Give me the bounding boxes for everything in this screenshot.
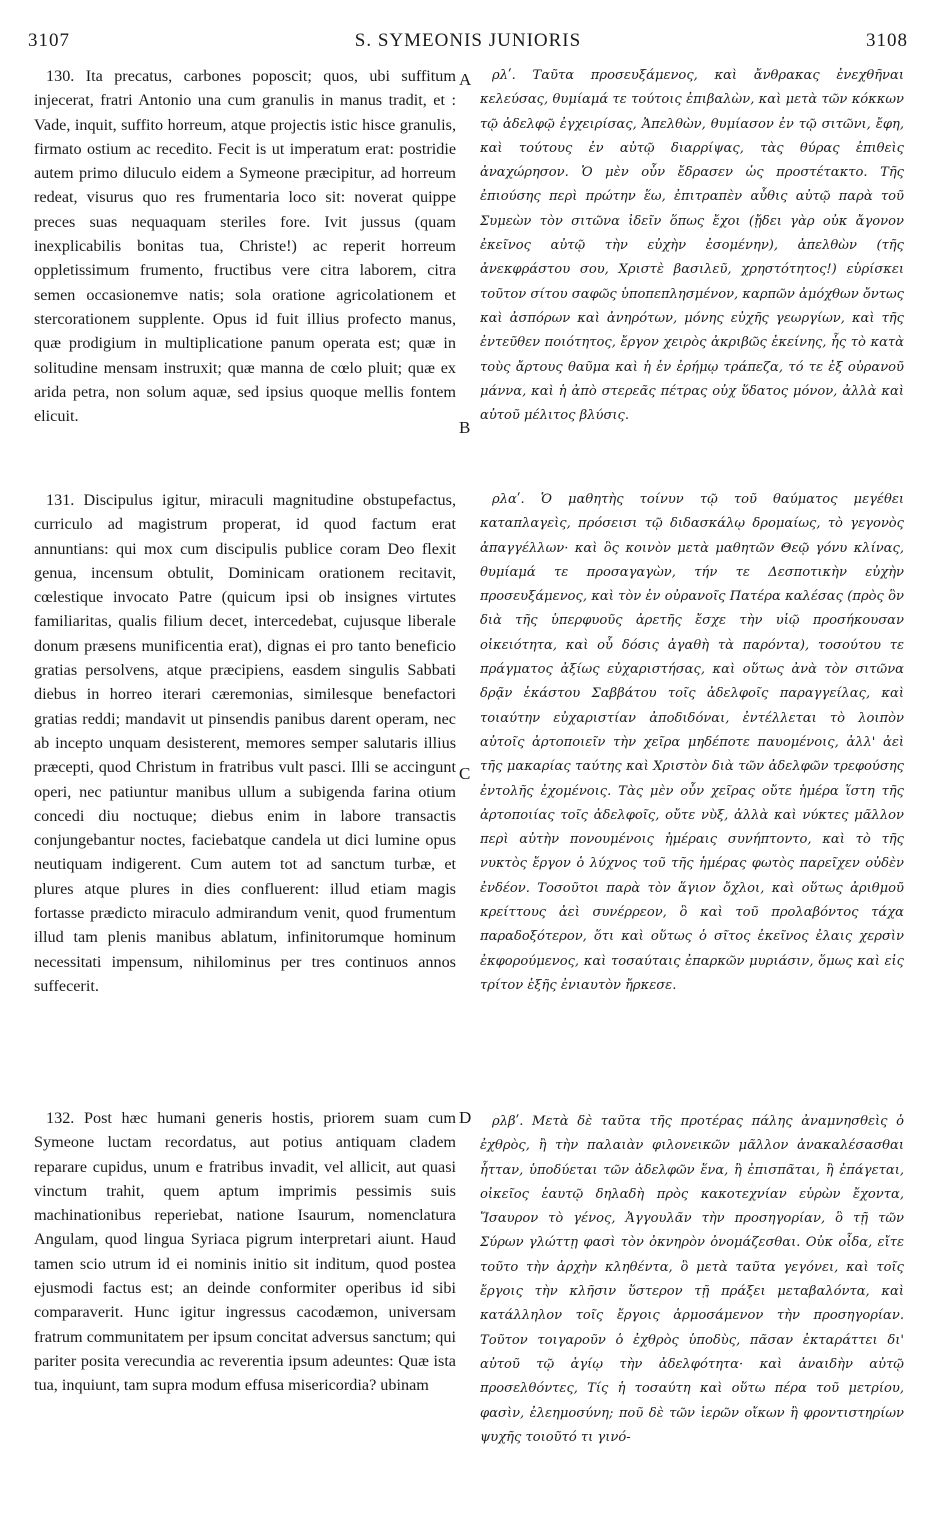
greek-text-132: ρλβʹ. Μετὰ δὲ ταῦτα τῆς προτέρας πάλης ἀναμνησθεὶς ὁ ἐχθρὸς, ἢ τὴν παλαιὰν φιλονεικῶν μᾶλλον ἀνακαλέσασθαι ἧτταν, ὑποδύεται τῶν ἀδελφῶν ἕνα, ἢ ἐπισπᾶται, ἢ ἐπάγεται, οἰκεῖος ἑαυτῷ δηλαδὴ πρὸς κακοτεχνίαν εὑρὼν ἔχοντα, Ἴσαυρον τὸ γένος, Ἀγγουλᾶν τὴν προσηγορίαν, ὃ τῇ τῶν Σύρων γλώττῃ φασὶ τὸν ὀκνηρὸν ὀνομάζεσθαι. Οὐκ οἶδα, εἴτε τοῦτο τὴν ἀρχὴν κληθέντα, ὃ μετὰ ταῦτα γεγόνει, καὶ τοῖς ἔργοις τὴν κλῆσιν ὕστερον τῇ πράξει μεταβαλόντα, καὶ κατάλληλον τοῖς ἔργοις ἁρμοσάμενον τὴν προσηγορίαν. Τοῦτον τοιγαροῦν ὁ ἐχθρὸς ὑποδὺς, πᾶσαν ἐκταράττει δι' αὐτοῦ τῷ ἁγίῳ τὴν ἀδελφότητα· καὶ ἀναιδὴν αὐτῷ προσελθόντες, Τίς ἡ τοσαύτη καὶ οὕτω πέρα τοῦ μετρίου, φασὶν, ἐλεημοσύνη; ποῦ δὲ τῶν ἱερῶν οἴκων ἢ φροντιστηρίων ψυχῆς τοιοῦτό τι γινό- bbox=[480, 1114, 904, 1445]
margin-marker-b: B bbox=[459, 418, 471, 437]
latin-paragraph-130 bbox=[34, 64, 456, 428]
latin-text-130: 130. Ita precatus, carbones poposcit; quos, ubi suffitum injecerat, fratri Antonio una cum granulis in manus tradit, et : Vade, inquit, suffito horreum, atque projectis istic hisce granulis, firmato ostium ac recedito. Fecit is ut imperatum erat: postridie autem primo diluculo eidem a Symeone præcipitur, ad horreum redeat, visurus quo res frumentaria loco sit: noverat quippe preces suas nequaquam steriles fore. Ivit jussus (quam inexplicabilis bonitas tua, Christe!) ac reperit horreum oppletissimum frumento, fructibus vere citra laborem, citra semen occasionemve natis; sola oratione agricolationem et stercorationem supplente. Opus id fuit illius profecto manus, quæ prodigium in multiplicatione panum operata est; quæ in solitudine mensam instruxit; quæ manna de cœlo pluit; quæ ex arida petra, non solum aquæ, sed ipsius quoque mellis fontem elicuit. bbox=[34, 67, 456, 426]
greek-paragraph-130 bbox=[480, 64, 904, 428]
margin-marker-d: D bbox=[459, 1108, 472, 1127]
latin-text-132: 132. Post hæc humani generis hostis, priorem suam cum Symeone luctam recordatus, aut potius antiquam cladem reparare cupidus, unum e fratribus invadit, vel allicit, aut quasi vinctum trahit, quem aptum imprimis pessimis suis machinationibus reperiebat, natione Isaurum, nomenclatura Angulam, quod lingua Syriaca pigrum interpretari aiunt. Haud tamen scio utrum id ei nominis initio sit inditum, quod postea ejusmodi factus est; an deinde conformiter operibus id sibi comparaverit. Hunc igitur ingressus cacodæmon, universam fratrum communitatem per ipsum concitat adversus sanctum; qui pariter posita verecundia ac reverentia ipsum adeuntes: Quæ ista tua, inquiunt, tam supra modum effusa misericordia? ubinam bbox=[34, 1109, 456, 1395]
right-page-number: 3108 bbox=[866, 30, 908, 51]
latin-paragraph-131 bbox=[34, 488, 456, 998]
running-title: S. SYMEONIS JUNIORIS bbox=[354, 30, 582, 51]
margin-marker-c: C bbox=[459, 764, 471, 783]
greek-text-130: ρλʹ. Ταῦτα προσευξάμενος, καὶ ἄνθρακας ἐνεχθῆναι κελεύσας, θυμίαμά τε τούτοις ἐπιβαλὼν, καὶ μετὰ τῶν κόκκων τῷ ἀδελφῷ ἐγχειρίσας, Ἀπελθὼν, θυμίασον ἐν τῷ σιτῶνι, ἔφη, καὶ τούτους ἐν αὐτῷ διαρρίψας, τὰς θύρας ἐπιθεὶς ἀναχώρησον. Ὁ μὲν οὖν ἔδρασεν ὡς προστέτακτο. Τῆς ἐπιούσης περὶ πρώτην ἕω, ἐπιτραπὲν αὖθις αὐτῷ παρὰ τοῦ Συμεὼν τὸν σιτῶνα ἰδεῖν ὅπως ἔχοι (ᾔδει γὰρ οὐκ ἄγονον ἐκεῖνος αὐτῷ τὴν εὐχὴν ἐσομένην), ἀπελθὼν (τῆς ἀνεκφράστου σου, Χριστὲ βασιλεῦ, χρηστότητος!) εὑρίσκει τοῦτον σίτου σαφῶς ὑποπεπλησμένον, καρπῶν ἀμόχθων ὄντως καὶ ἀσπόρων καὶ ἀνηρότων, μόνης εὐχῆς γεωργίων, καὶ τῆς ἐντεῦθεν ποιότητος, ἔργον χειρὸς ἀκριβῶς ἐκείνης, ἧς τὸ κατὰ τοὺς ἄρτους θαῦμα καὶ ἡ ἐν ἐρήμῳ τράπεζα, τό τε ἐξ οὐρανοῦ μάννα, καὶ ἡ ἀπὸ στερεᾶς πέτρας οὐχ ὕδατος μόνον, ἀλλὰ καὶ αὐτοῦ μέλιτος βλύσις. bbox=[480, 68, 904, 424]
latin-text-131: 131. Discipulus igitur, miraculi magnitudine obstupefactus, curriculo ad magistrum properat, id quod factum erat annuntians: qui mox cum discipulis publice coram Deo flexit genua, incensum obtulit, Dominicam orationem recitavit, cœlestique invocato Patre (quicum ipsi ob insignes virtutes familiaritas, qualis filium decet, intercedebat, cujusque liberale donum præsens munificentia erat), dignas ei pro tanto beneficio gratias persolvens, atque præcipiens, easdem singulis Sabbati diebus in horreo iterari cæremonias, similesque benefactori gratias reddi; mandavit ut pinsendis panibus darent operam, nec ab incepto unquam desisterent, memores semper salutaris illius præcepti, quod Christum in fratribus vult pasci. Illi se accingunt operi, nec patiuntur manibus ullum a subigenda farina otium concedi diu noctuque; diebus enim in labore transactis conjungebantur noctes, faciebatque candela ut dici lumine opus neutiquam indigerent. Cum autem tot ad sanctum turbæ, et plures atque plures in dies confluerent: illud etiam magis fortasse prædicto miraculo admirandum venit, quod frumentum illud tam plenis manibus ablatum, infinitorumque hominum necessitati impensum, nihilominus per tres continuos annos suffecerit. bbox=[34, 491, 456, 995]
left-page-number: 3107 bbox=[28, 30, 70, 51]
running-header bbox=[28, 30, 908, 60]
greek-paragraph-131 bbox=[480, 488, 904, 998]
margin-marker-a: A bbox=[459, 70, 472, 89]
greek-text-131: ρλαʹ. Ὁ μαθητὴς τοίνυν τῷ τοῦ θαύματος μεγέθει καταπλαγεὶς, πρόσεισι τῷ διδασκάλῳ δρομαίως, τὸ γεγονὸς ἀπαγγέλλων· καὶ ὃς κοινὸν μετὰ μαθητῶν Θεῷ γόνυ κλίνας, θυμίαμά τε προσαγαγὼν, τήν τε Δεσποτικὴν εὐχὴν προσευξάμενος, καὶ τὸν ἐν οὐρανοῖς Πατέρα καλέσας (πρὸς ὃν διὰ τῆς ὑπερφυοῦς ἀρετῆς ἔσχε τὴν υἱῷ προσήκουσαν οἰκειότητα, καὶ οὗ δόσις ἀγαθὴ τὰ παρόντα), τοσούτου τε πράγματος ἀξίως εὐχαριστήσας, καὶ οὕτως ἀνὰ τὸν σιτῶνα δρᾷν ἑκάστου Σαββάτου τοῖς ἀδελφοῖς παραγγείλας, καὶ τοιαύτην εὐχαριστίαν ἀποδιδόναι, ἐντέλλεται τὸ λοιπὸν αὐτοῖς ἀρτοποιεῖν τὴν χεῖρα μηδέποτε παυομένοις, ἀλλ' ἀεὶ τῆς μακαρίας ταύτης καὶ Χριστὸν διὰ τῶν ἀδελφῶν τρεφούσης ἐντολῆς ἐχομένοις. Τὰς μὲν οὖν χεῖρας οὔτε ἡμέρα ἵστη τῆς ἀρτοποιίας τοῖς ἀδελφοῖς, οὔτε νὺξ, ἀλλὰ καὶ νύκτες μᾶλλον περὶ αὐτὴν πονουμένοις ἡμέραις συνήπτοντο, καὶ τὸ τῆς νυκτὸς ἔργον ὁ λύχνος τοῦ τῆς ἡμέρας φωτὸς παρεῖχεν οὐδὲν ἐνδέον. Τοσοῦτοι παρὰ τὸν ἅγιον ὄχλοι, καὶ οὕτως ἀριθμοῦ κρείττους ἀεὶ συνέρρεον, ὃ καὶ τοῦ προλαβόντος τάχα παραδοξότερον, ὅτι καὶ οὕτως ὁ σῖτος ἐκεῖνος ἐλαις χερσὶν ἐκφορούμενος, καὶ τοσαύταις ἐπαρκῶν μυριάσιν, ὅμως καὶ εἰς τρίτον ἑξῆς ἐνιαυτὸν ἤρκεσε. bbox=[480, 492, 904, 993]
greek-paragraph-132 bbox=[480, 1110, 904, 1450]
latin-paragraph-132 bbox=[34, 1106, 456, 1398]
